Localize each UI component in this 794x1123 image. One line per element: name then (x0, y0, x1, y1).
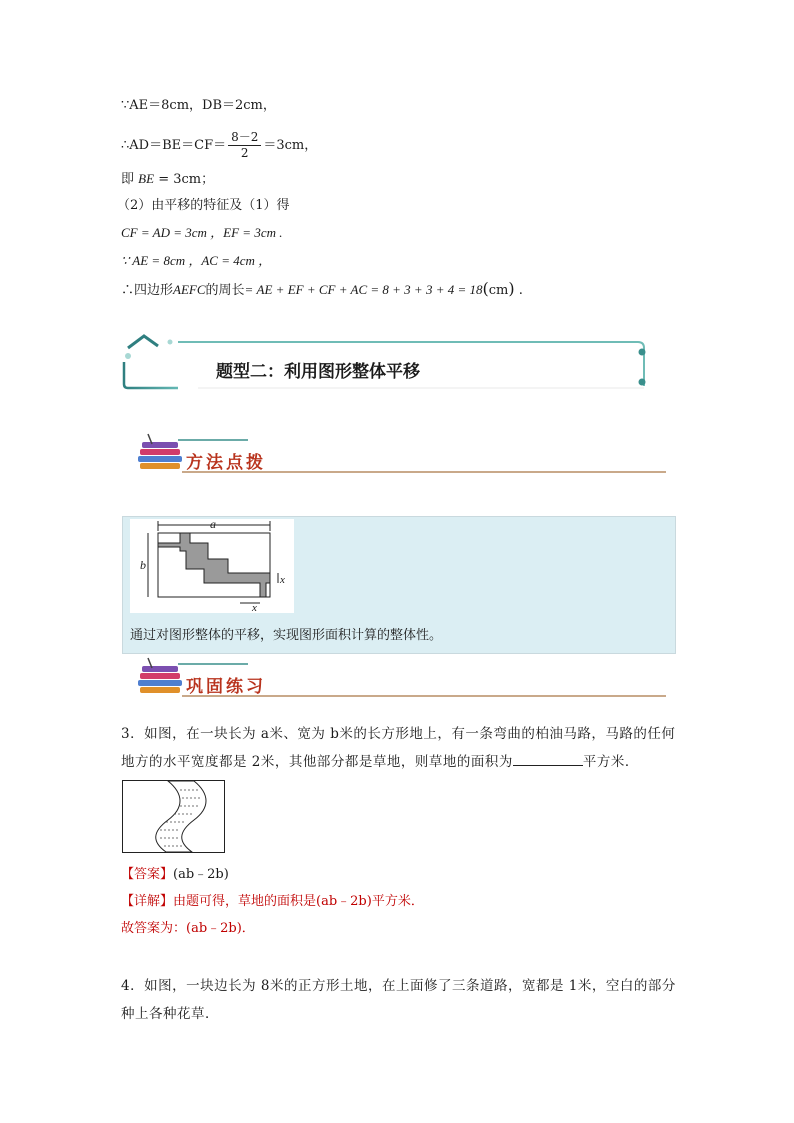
curved-road-diagram (122, 780, 226, 854)
variable-be: BE (138, 171, 155, 186)
solution-line-3 (121, 170, 214, 189)
q3-line-2-end: 平方米． (582, 754, 639, 770)
area-figure (130, 519, 294, 613)
label-a: a (210, 519, 216, 531)
q3-answer (121, 866, 229, 884)
q4-line-2: 种上各种花草． (121, 1006, 219, 1022)
q3-final: 故答案为：(ab﹣2b)． (121, 921, 255, 936)
q4-line-1: 4．如图，一块边长为 8米的正方形土地，在上面修了三条道路，宽都是 1米，空白的部分 (121, 978, 676, 994)
method-header (138, 432, 668, 476)
detail-tag: 【详解】 (121, 894, 174, 909)
method-badge-label: 方法点拨 (186, 453, 266, 473)
q3-detail (121, 893, 424, 911)
q3-line-1: 3．如图，在一块长为 a米、宽为 b米的长方形地上，有一条弯曲的柏油马路，马路的任何 (121, 726, 676, 742)
line7-mid: 的周长 (205, 283, 245, 298)
answer-tag: 【答案】 (121, 867, 174, 882)
label-x-vertical: x (280, 574, 285, 586)
fraction-numerator: 8－2 (228, 130, 261, 146)
q3-line-2 (121, 748, 676, 776)
label-b: b (140, 558, 146, 572)
given-text: ∵AE＝8cm，DB＝2cm， (121, 98, 276, 113)
practice-badge-label: 巩固练习 (186, 677, 266, 697)
solution-line-5 (121, 224, 282, 242)
part-2-heading: （2）由平移的特征及（1）得 (117, 198, 290, 213)
line7-end: . (518, 283, 523, 298)
road-figure (122, 780, 226, 854)
line6-text: ∵ AE = 8cm ，AC = 4cm ， (121, 253, 272, 268)
solution-line-2 (121, 130, 317, 162)
unit-text: cm (488, 283, 509, 298)
solution-line-4 (117, 197, 290, 215)
fraction-denominator: 2 (240, 146, 249, 160)
equation-suffix: ＝3cm， (263, 138, 318, 153)
answer-blank (513, 751, 583, 766)
solution-line-1 (121, 97, 276, 115)
method-text: 通过对图形整体的平移，实现图形面积计算的整体性。 (130, 628, 443, 643)
staircase-road-diagram (130, 519, 294, 613)
practice-header (138, 656, 668, 700)
variable-aefc: AEFC (173, 282, 206, 297)
line3-prefix: 即 (121, 172, 135, 187)
section-title: 题型二：利用图形整体平移 (216, 362, 420, 382)
fraction (228, 130, 261, 161)
label-x-horizontal: x (252, 602, 257, 613)
detail-text: 由题可得，草地的面积是(ab﹣2b)平方米． (173, 894, 424, 909)
solution-line-7: ∴四边形AEFC的周长= AE + EF + CF + AC = 8 + 3 + 3 + 4 = 18(cm) . (121, 279, 523, 298)
solution-line-6 (121, 252, 271, 270)
section-banner (118, 328, 650, 392)
equation-prefix: ∴AD＝BE＝CF＝ (121, 138, 227, 153)
answer-value: (ab﹣2b) (173, 867, 229, 882)
line5-text: CF = AD = 3cm ，EF = 3cm . (121, 225, 283, 240)
q3-line-2-text: 地方的水平宽度都是 2米，其他部分都是草地，则草地的面积为 (121, 754, 513, 770)
question-3 (121, 720, 676, 776)
line7-prefix: ∴四边形 (121, 283, 174, 298)
question-4 (121, 972, 676, 1028)
perimeter-equation: = AE + EF + CF + AC = 8 + 3 + 3 + 4 = 18 (244, 282, 483, 297)
line3-value: = 3cm； (158, 172, 215, 187)
